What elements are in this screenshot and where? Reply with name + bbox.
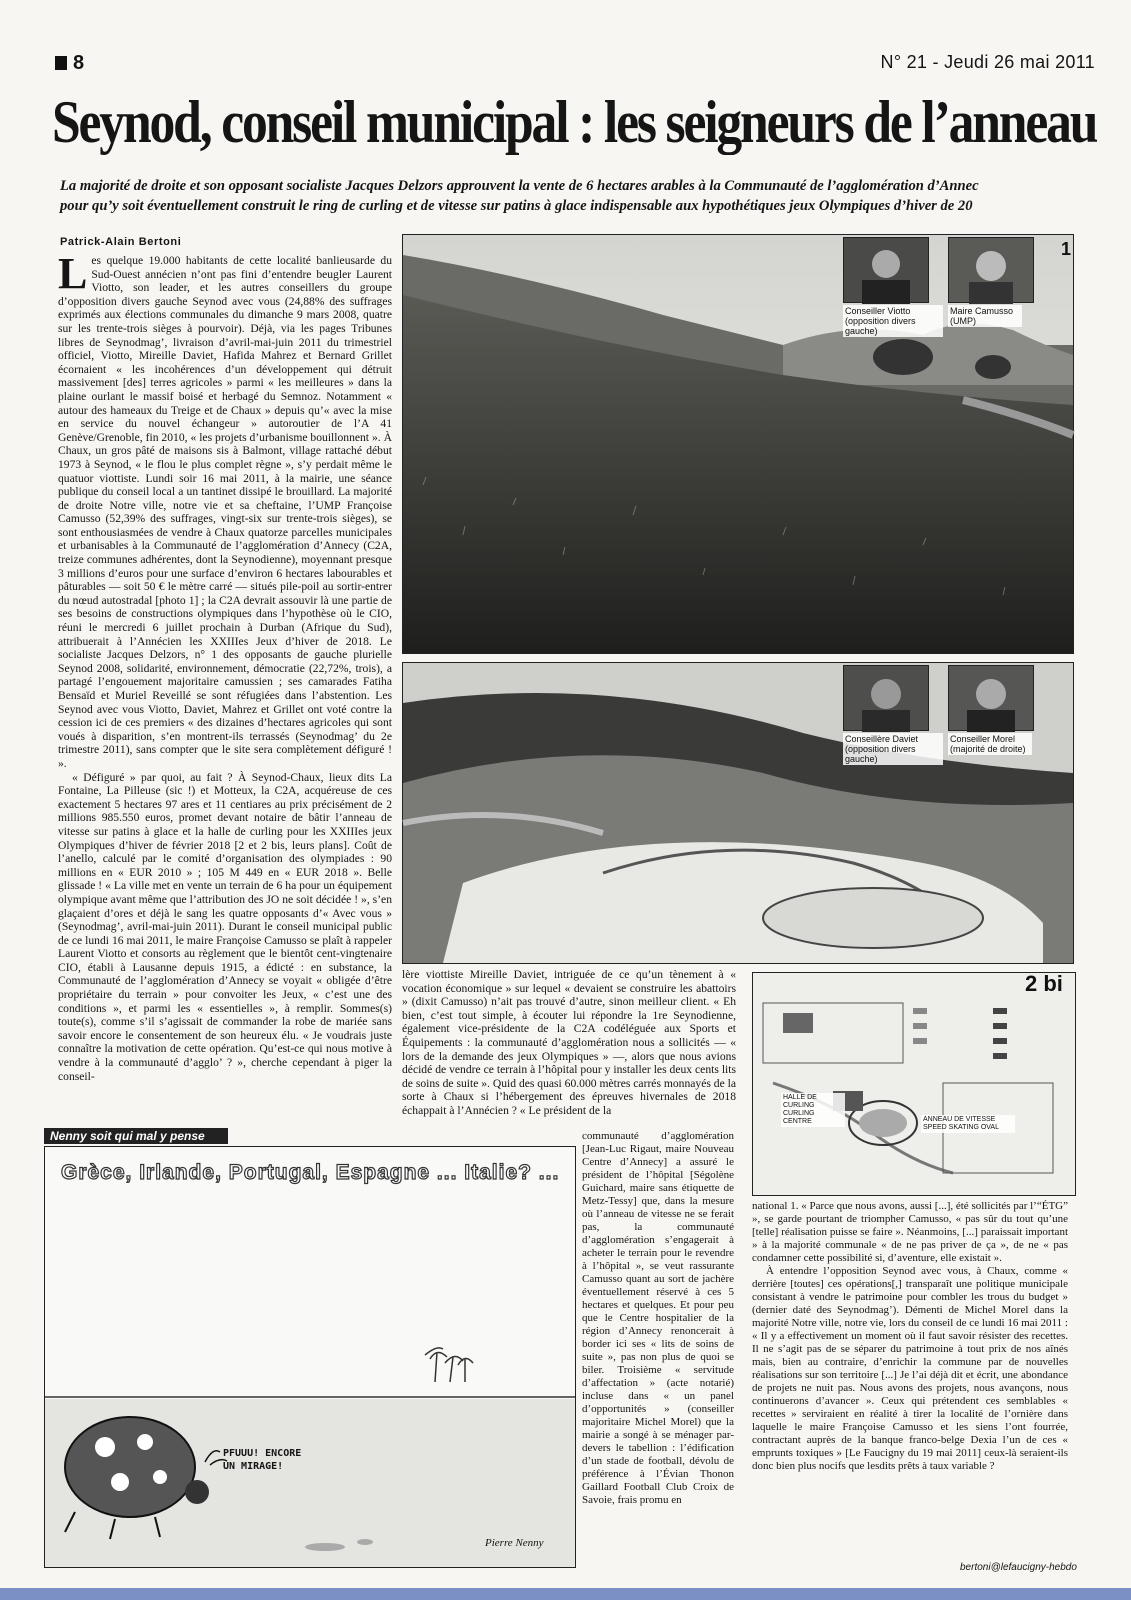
photo-number-1: 1 [1061, 239, 1072, 259]
article-column-3 [752, 1200, 1068, 1560]
article-column-1 [58, 249, 392, 1120]
portrait-daviet-image [844, 666, 928, 730]
plan-tag: 2 bi [1025, 971, 1063, 996]
portrait-viotto [843, 237, 929, 303]
deck-line-1: La majorité de droite et son opposant socialiste Jacques Delzors approuvent la vente de 6 hectares arables à la Communauté de l’agglomération d’Annec [60, 178, 979, 194]
headline: Seynod, conseil municipal : les seigneurs de l’anneau [52, 89, 1097, 155]
article-paragraph: « Défiguré » par quoi, au fait ? À Seynod-Chaux, lieux dits La Fontaine, La Pilleuse (sic !) et Motteux, la C2A, acquéreuse de ces exactement 5 hectares 97 ares et 11 centiares au prix précisément de 2 millions 985.550 euros, promet devant notaire de bâtir l’anneau de vitesse sur patins à glace et la halle de curling pour les XXIIIes jeux Olympiques d’hiver de février 2018 [2 et 2 bis, leurs plans]. Coût de l’anello, calculé par le comité d’organisation des olympiades : 90 millions en « EUR 2010 » ; 105 M 449 en « EUR 2018 ». Belle glissade ! « La ville met en vente un terrain de 6 ha pour un équipement olympique avant même que l’attribution des JO ne soit décidée ! », s’en glaçaient d’ores et déjà le sang les quatre opposants d’« Avec vous » (Seynodmag’, avril-mai-juin 2011). Durant le conseil municipal public de ce lundi 16 mai 2011, le maire Françoise Camusso se plaît à rappeler Laurent Viotto et consorts au règlement que le bientôt cent-vingtenaire CIO, établi à Lausanne depuis 1915, a édicté : en substance, la Communauté de l’agglomération d’Annecy se voyait « obligée d’être propriétaire du terrain » pour convoiter les Jeux, « c’est une des conditions », et parmi les « essentielles », à remplir. Sommes(s) toute(s), comme s’il s’agissait de commander la robe de mariée sans savoir encore le consentement de son heureux élu. « Je voudrais juste connaître la motivation de cette opération. Qu’est-ce qui nous motive à vendre à la communauté d’agglo’ ? », cherche cependant à piger la conseil- [58, 770, 392, 1083]
drop-cap: L [58, 249, 88, 298]
cartoon-speech-bubble: PFUUU! ENCORE UN MIRAGE! [223, 1448, 302, 1472]
article-paragraph: À entendre l’opposition Seynod avec vous, à Chaux, comme « derrière [toutes] ces opérations[,] transparaît une politique municipale consistant à vendre le patrimoine pour combler les trous du budget » (dernier daté des Seynodmag’). Démenti de Michel Morel dans la majorité Notre ville, notre vie, lors du conseil de ce lundi 16 mai 2011 : « Il y a effectivement un moment où il faut savoir résister des recettes. Il ne s’agit pas de se séparer du patrimoine à tout prix de nos aînés mais, bien au contraire, d’enrichir la commune par de nouvelles réalisations sur son territoire [...] Je l’ai déjà dit et écrit, une abondance de projets ne nuit pas. Nous avons des projets, nous avançons, nous continuerons d’avancer ». Ceux qui prétendent ces semblables « recettes » serviraient en réalité à tirer la localité de l’ornière dans laquelle le maire Françoise Camusso et les siens l’ont fourrée, contractant auprès de la banque franco-belge Dexia l’un de ces « emprunts toxiques » [Le Faucigny du 19 mai 2011] ceux-là seraient-ils donc bien plus nocifs que lesdits prêts à taux variable ? [752, 1265, 1068, 1472]
cartoon-header: Nenny soit qui mal y pense [44, 1128, 228, 1144]
caption-daviet: Conseillère Daviet (opposition divers gauche) [843, 733, 943, 765]
portrait-daviet [843, 665, 929, 731]
article-column-2b [582, 1130, 734, 1560]
caption-viotto: Conseiller Viotto (opposition divers gauche) [843, 305, 943, 337]
page-number-text: 8 [73, 52, 85, 74]
deck-line-2: pour qu’y soit éventuellement construit le ring de curling et de vitesse sur patins à glace indispensable aux hypothétiques jeux Olympiques d’hiver de 20 [60, 198, 973, 214]
article-paragraph [58, 249, 392, 771]
caption-camusso: Maire Camusso (UMP) [948, 305, 1022, 327]
author-email: bertoni@lefaucigny-hebdo [960, 1562, 1077, 1573]
plan-label-anneau: ANNEAU DE VITESSE SPEED SKATING OVAL [921, 1115, 1015, 1133]
cartoon-title: Grèce, Irlande, Portugal, Espagne ... Italie? ... [61, 1161, 560, 1184]
cartoon [44, 1146, 576, 1568]
article-column-2 [402, 968, 736, 1128]
scan-bottom-strip [0, 1588, 1131, 1600]
article-paragraph: communauté d’agglomération [Jean-Luc Rigaut, maire Nouveau Centre d’Annecy] a assuré le président de l’hôpital [Ségolène Guichard, maire sans étiquette de Metz-Tessy] que, dans la mesure où l’anneau de vitesse ne se ferait pas, la communauté d’agglomération s’engagerait à acheter le terrain pour le revendre à l’hôpital », se veut rassurante Camusso quant au sort de jachère éventuellement réservé à ces 5 hectares et quelques. Et pour peu que le Centre hospitalier de la région d’Annecy renoncerait à border ici ses « lits de soins de suite », pas non plus de quoi se biler. Troisième « servitude d’affectation » (acte notarié) incluse dans « un panel d’opportunités » (conseiller majoritaire Michel Morel) que la mairie a songé à se ménager par-devers le tabellion : l’édification d’un stade de football, dévolu de préférence à l’Évian Thonon Gaillard Football Club Croix de Savoie, frais promu en [582, 1130, 734, 1506]
cartoon-drawing [45, 1147, 575, 1567]
site-plan [752, 972, 1076, 1196]
plan-label-halle: HALLE DE CURLING CURLING CENTRE [781, 1093, 845, 1127]
photo-field [402, 234, 1074, 654]
article-paragraph: lère viottiste Mireille Daviet, intriguée de ce qu’un tènement à « vocation économique » sur lequel « devaient se construire les abattoirs » (dixit Camusso) n’ait pas trouvé d’autre, sinon meilleur client. « Eh bien, c’est tout simple, à écouter lui répondre la 1re Seynodienne, également vice-présidente de la C2A codéléguée aux Sports et Équipements : la communauté d’agglomération nous a sollicités — « lors de la demande des jeux Olympiques » —, alors que nous avions décidé de vendre ce terrain à l’hôpital pour y installer les deux cents lits de soins de suite ». Quid des quasi 60.000 mètres carrés monnayés de la sorte à Chaux si l’hébergement des épreuves hivernales de 2018 échappait à l’Annécien ? « Le président de la [402, 968, 736, 1117]
portrait-camusso-image [949, 238, 1033, 302]
issue-date: N° 21 - Jeudi 26 mai 2011 [880, 52, 1095, 72]
deck [60, 176, 1100, 216]
portrait-camusso [948, 237, 1034, 303]
portrait-viotto-image [844, 238, 928, 302]
article-text: es quelque 19.000 habitants de cette localité banlieusarde du Sud-Ouest annécien n’ont pas fini d’entendre beugler Laurent Viotto, son leader, et les autres conseillers du groupe d’opposition divers gauche Seynod avec vous (24,88% des suffrages exprimés aux élections communales du dimanche 9 mars 2008, quatre sur les trente-trois sièges à pourvoir). Déjà, via les pages Tribunes libres de Seynodmag’, livraison d’avril-mai-juin 2011 du trimestriel officiel, Viotto, Mireille Daviet, Hafida Mahrez et Bernard Grillet écornaient « les incohérences d’un développement qui détruit massivement [des] terres agricoles » parmi « les meilleures » dans la plaine ourlant le massif boisé et herbagé du Semnoz. Notamment « autour des hameaux du Treige et de Chaux » depuis qu’« avec la mise en service du nouvel échangeur » autoroutier de l’A 41 Genève/Grenoble, fin 2010, « les projets d’urbanisme bouillonnent ». À Chaux, un gros pâté de maisons sis à Balmont, village rattaché début 1973 à Seynod, « le flou le plus complet règne », s’y perdait même le quatuor viottiste. Lundi soir 16 mai 2011, à la mairie, une séance publique du conseil local a un tantinet dissipé le brouillard. La majorité de droite Notre ville, notre vie et sa cheftaine, l’UMP Françoise Camusso (52,39% des suffrages, vingt-six sur trente-trois sièges), se sont enthousiasmées de vendre à Chaux quatorze parcelles municipales et urbanisables à la Communauté de l’agglomération d’Annecy (C2A, treize communes adhérentes, dont la Seynodienne), moyennant presque 3 millions d’euros pour une surface d’environ 6 hectares labourables et pâturables — soit 50 € le mètre carré — situés pile-poil au sortir-entrer du nœud autostradal [photo 1] ; la C2A devrait assouvir là une partie de ses besoins de constructions olympiques dans l’hypothèse où le CIO, réuni le mercredi 6 juillet prochain à Durban (Afrique du Sud), attribuerait à l’Annécien les XXIIIes Jeux d’hiver de 2018. Le socialiste Jacques Delzors, n° 1 des opposants de gauche plurielle Seynod 2008, solidarité, environnement, démocratie (22,72%, trois), a partagé l’engouement majoritaire camussien ; ses camarades Fatiha Bensaïd et Muriel Reveillé se sont réfugiées dans l’abstention. Les Seynod avec vous Viotto, Daviet, Mahrez et Grillet ont voté contre la cession ici de ces premiers « des dizaines d’hectares agricoles qui sont voués à disparition, s’en montrent-ils terrassés (Seynodmag’ du 2e trimestre 2011), sans compter que le site sera complètement défiguré ! ». [58, 254, 392, 770]
byline: Patrick-Alain Bertoni [60, 236, 182, 248]
site-plan-image [753, 973, 1075, 1195]
article-paragraph: national 1. « Parce que nous avons, aussi [...], été sollicités par l’“ÉTG” », se garde pourtant de triompher Camusso, « pas sûr du tout qu’une [telle] réalisation puisse se faire ». Néanmoins, [...] paraissait important » à la majorité communale « de ne pas priver de ça », de ne « pas condamner cette possibilité si, d’aventure, elle existait ». [752, 1200, 1068, 1264]
portrait-morel [948, 665, 1034, 731]
photo-oval-rendering [402, 662, 1074, 964]
caption-morel: Conseiller Morel (majorité de droite) [948, 733, 1032, 755]
page-number [55, 52, 84, 75]
page-header [55, 52, 1095, 74]
cartoon-signature: Pierre Nenny [485, 1537, 544, 1549]
portrait-morel-image [949, 666, 1033, 730]
